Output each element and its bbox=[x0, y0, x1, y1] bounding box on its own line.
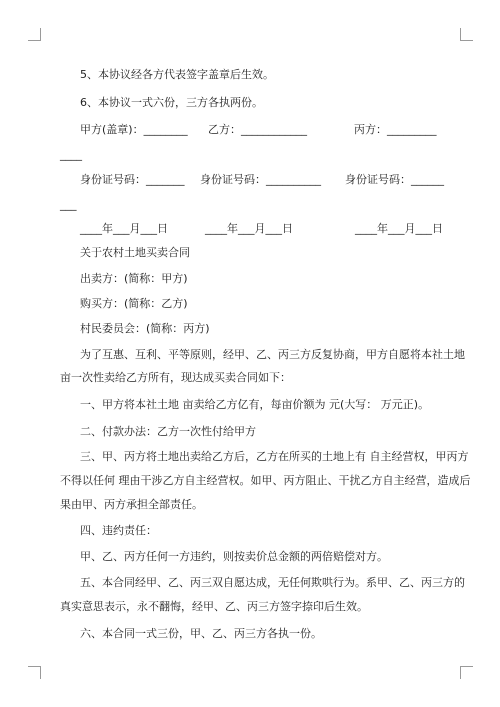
party-b-field: 乙方：____________ bbox=[208, 123, 307, 136]
seller-line: 出卖方：(简称：甲方) bbox=[80, 272, 188, 285]
preamble-line-1: 为了互惠、互利、平等原则，经甲、乙、丙三方反复协商，甲方自愿将本社土地 bbox=[80, 348, 465, 361]
article-3-line-3: 果由甲、丙方承担全部责任。 bbox=[60, 498, 203, 511]
page-corner-mark-top-right bbox=[460, 28, 473, 41]
article-5-line-2: 真实意思表示，永不翻悔，经甲、乙、丙三方签字捺印后生效。 bbox=[60, 600, 368, 613]
contract-title: 关于农村土地买卖合同 bbox=[80, 246, 190, 259]
id-number-field-b: 身份证号码：__________ bbox=[200, 173, 321, 186]
village-committee-line: 村民委员会：(简称：丙方) bbox=[80, 322, 210, 335]
buyer-line: 购买方：(简称：乙方) bbox=[80, 297, 188, 310]
article-1: 一、甲方将本社土地 亩卖给乙方亿有，每亩价额为 元(大写： 万元正)。 bbox=[80, 398, 430, 411]
id-number-field-c: 身份证号码：______ bbox=[345, 173, 444, 186]
clause-6: 6、本协议一式六份，三方各执两份。 bbox=[80, 96, 263, 109]
page-corner-mark-top-left bbox=[28, 28, 41, 41]
article-4-body: 甲、乙、丙方任何一方违约，则按卖价总金额的两倍赔偿对方。 bbox=[80, 550, 388, 563]
party-a-seal-field: 甲方(盖章)：________ bbox=[80, 123, 188, 136]
page-corner-mark-bottom-right bbox=[460, 666, 473, 679]
date-field-a: ____年___月___日 bbox=[80, 222, 168, 235]
party-c-field: 丙方：_________ bbox=[354, 123, 437, 136]
article-3-line-1: 三、甲、丙方将土地出卖给乙方后，乙方在所买的土地上有 自主经营权，甲丙方 bbox=[80, 450, 469, 463]
clause-5: 5、本协议经各方代表签字盖章后生效。 bbox=[80, 68, 274, 81]
article-2: 二、付款办法：乙方一次性付给甲方 bbox=[80, 425, 256, 438]
date-field-c: ____年___月___日 bbox=[355, 222, 443, 235]
article-5-line-1: 五、本合同经甲、乙、丙三双自愿达成，无任何欺哄行为。系甲、乙、丙三方的 bbox=[80, 576, 465, 589]
article-3-line-2: 不得以任何 理由干涉乙方自主经营权。如甲、丙方阻止、干扰乙方自主经营，造成后 bbox=[60, 474, 471, 487]
party-c-field-wrap: ____ bbox=[60, 148, 82, 161]
article-4-heading: 四、违约责任： bbox=[80, 524, 157, 537]
id-number-field-a: 身份证号码：_______ bbox=[80, 173, 185, 186]
page-corner-mark-bottom-left bbox=[28, 666, 41, 679]
preamble-line-2: 亩一次性卖给乙方所有，现达成买卖合同如下： bbox=[60, 371, 291, 384]
id-number-field-wrap: ___ bbox=[60, 198, 77, 211]
date-field-b: ____年___月___日 bbox=[205, 222, 293, 235]
article-6: 六、本合同一式三份，甲、乙、丙三方各执一份。 bbox=[80, 627, 322, 640]
